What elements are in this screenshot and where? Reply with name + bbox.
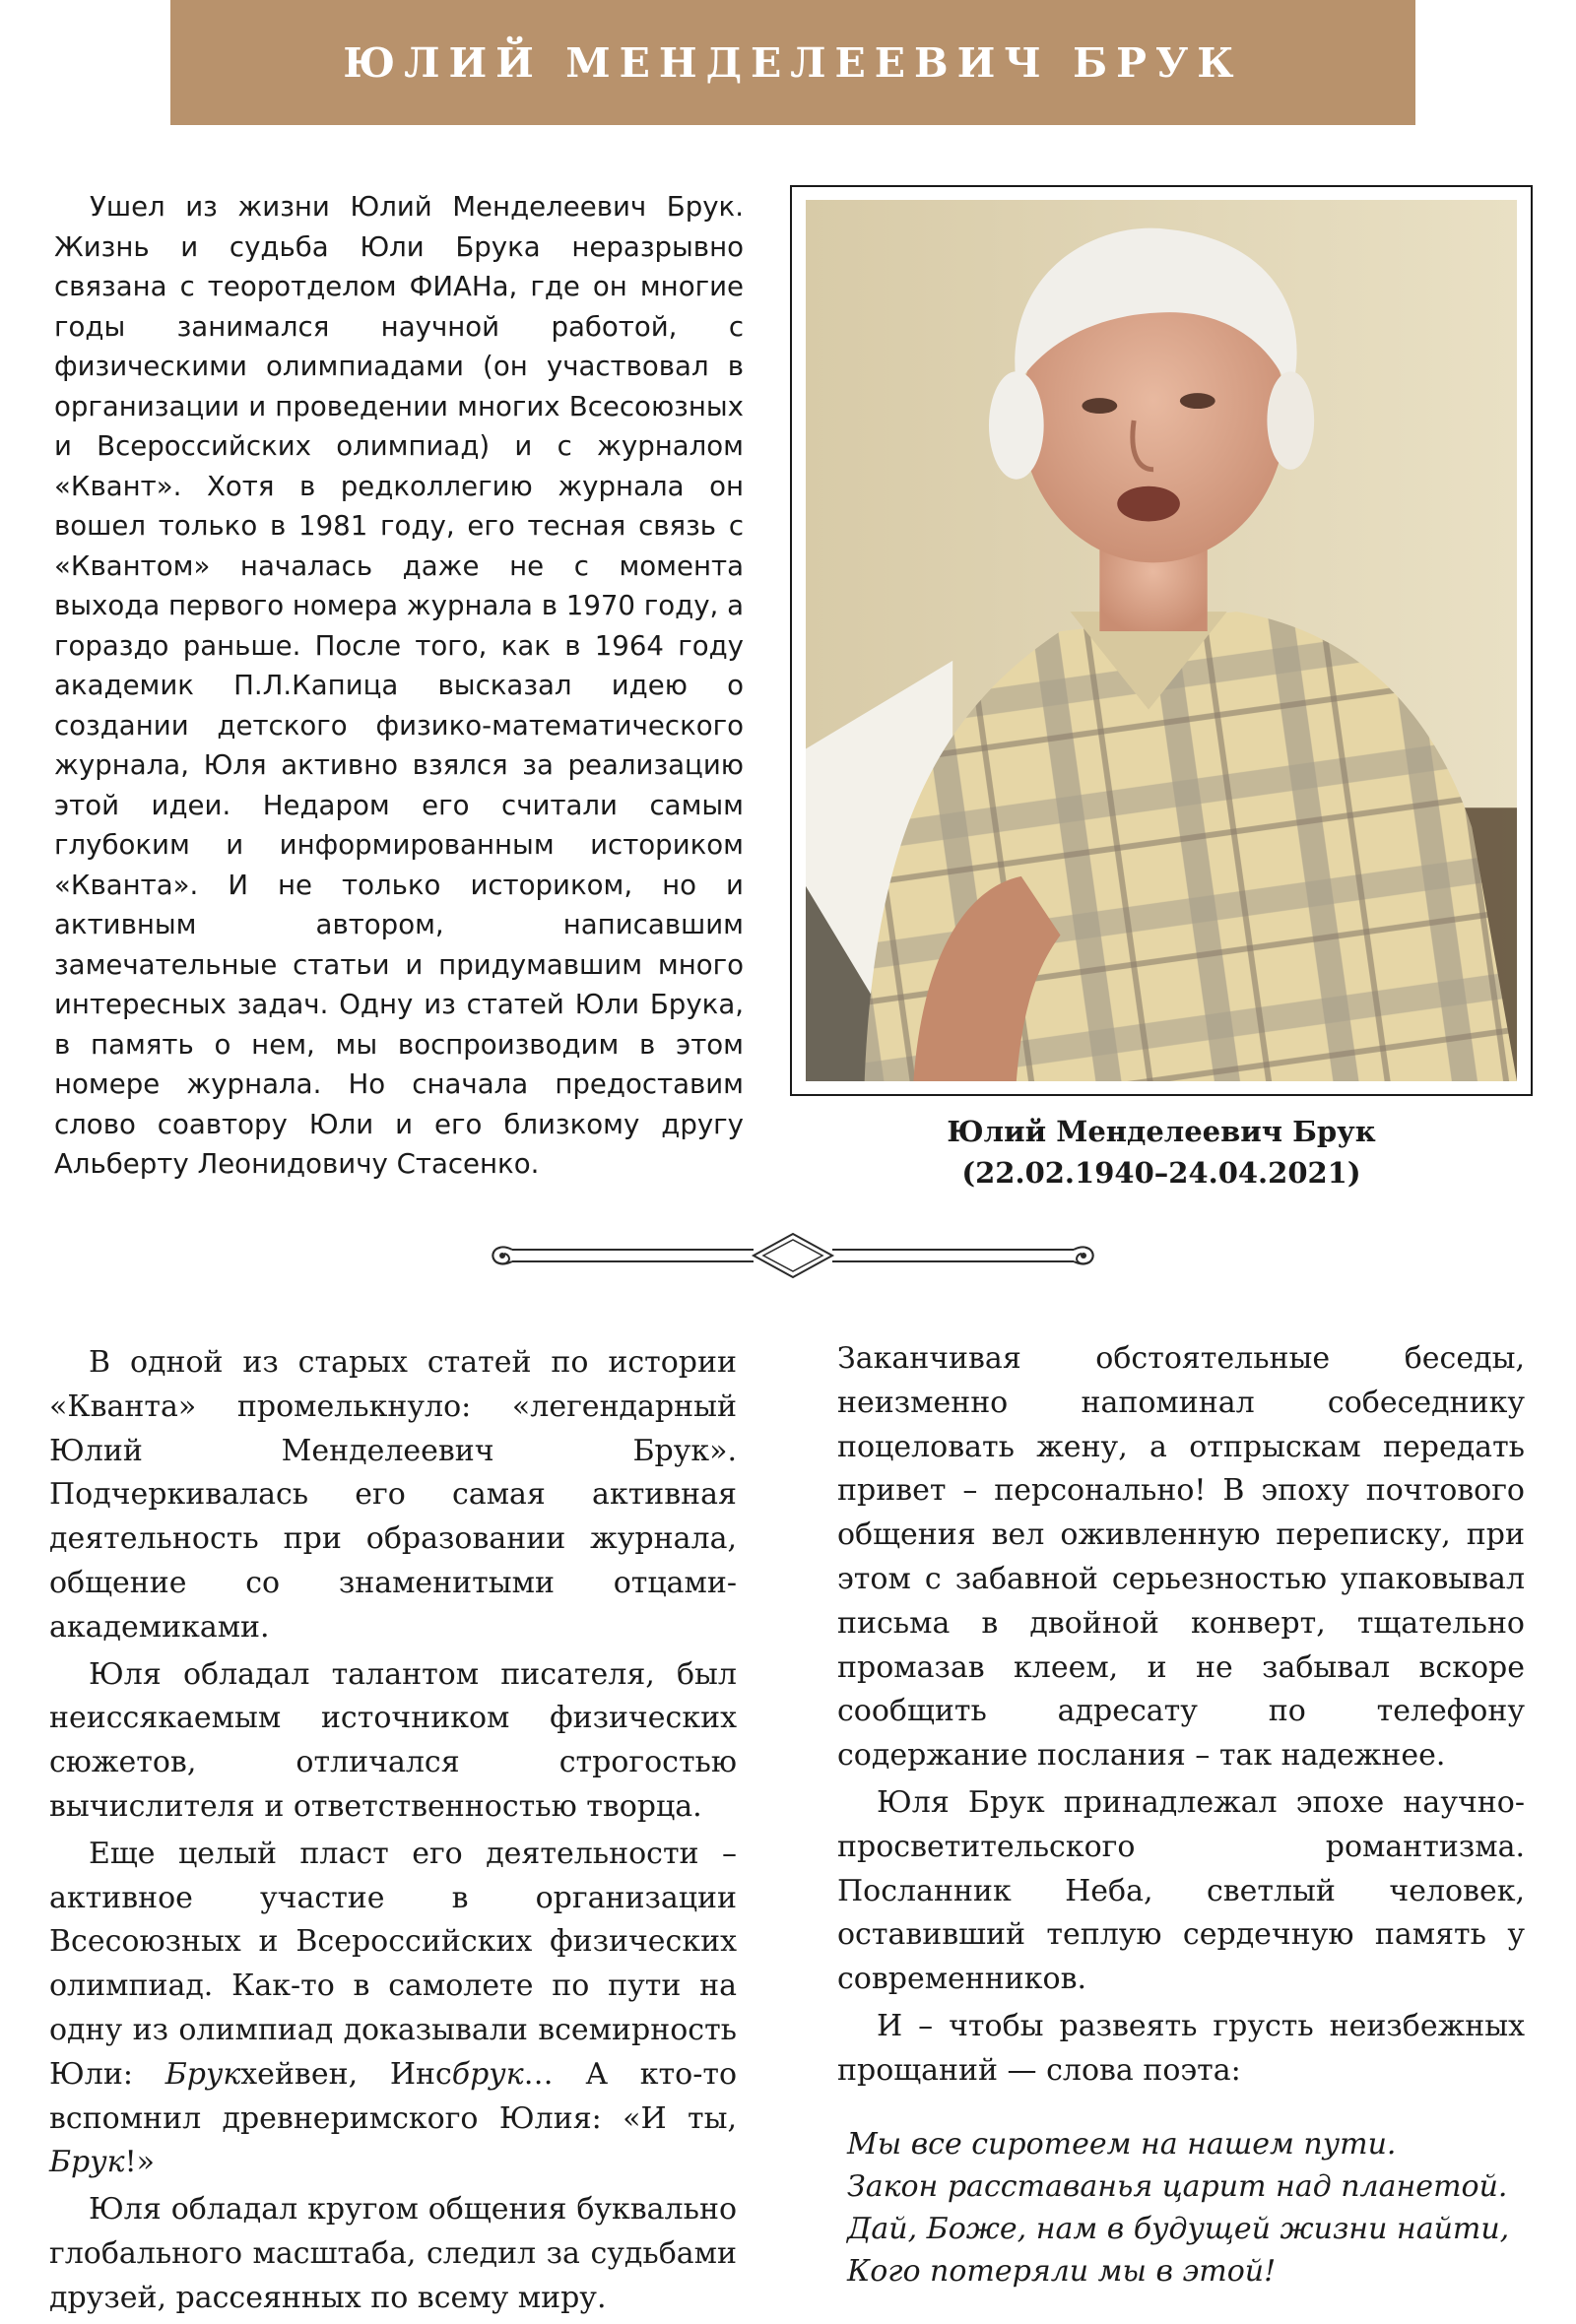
article-column-left — [49, 1341, 737, 2324]
caption-dates: (22.02.1940–24.04.2021) — [961, 1156, 1361, 1190]
text-span: !» — [124, 2145, 155, 2180]
poem — [837, 2123, 1525, 2292]
portrait-photo — [806, 200, 1517, 1081]
poem-line: Закон расставанья царит над планетой. — [847, 2168, 1508, 2204]
poem-line: Дай, Боже, нам в будущей жизни найти, — [847, 2211, 1510, 2246]
article-column-right — [837, 1337, 1525, 2292]
article-paragraph: В одной из старых статей по истории «Кванта» промелькнуло: «легендарный Юлий Менделеевич Брук». Подчеркивалась его самая активная деятельность при образовании журнала, общение со знаменитыми отцами-академиками. — [49, 1345, 737, 1645]
article-paragraph: Юля Брук принадлежал эпохе научно-просветительского романтизма. Посланник Неба, светлый человек, оставивший теплую сердечную память у современников. — [837, 1784, 1525, 1997]
caption-name: Юлий Менделеевич Брук — [947, 1115, 1376, 1148]
poem-line: Мы все сиротеем на нашем пути. — [847, 2126, 1397, 2162]
text-span: … А кто-то вспомнил древнеримского Юлия: «И ты, — [49, 2056, 738, 2136]
article-paragraph — [49, 1833, 737, 2185]
header-banner — [170, 0, 1415, 125]
text-span: Еще целый пласт его деятельности – активное участие в организации Всесоюзных и Всероссийских физических олимпиад. Как-то в самолете по пути на одну из олимпиад доказывали всемирность Юли: — [49, 1836, 737, 2092]
article-paragraph: И – чтобы развеять грусть неизбежных прощаний — слова поэта: — [837, 2008, 1525, 2088]
article-paragraph: Юля обладал кругом общения буквально глобального масштаба, следил за судьбами друзей, рассеянных по всему миру. — [49, 2192, 737, 2315]
ornament-divider-icon — [483, 1226, 1103, 1285]
portrait-illustration — [806, 200, 1517, 1081]
italic-word: Брук — [49, 2145, 125, 2180]
portrait-frame — [790, 185, 1533, 1096]
article-paragraph: Заканчивая обстоятельные беседы, неизменно напоминал собеседнику поцеловать жену, а отпрыскам передать привет – персонально! В эпоху почтового общения вел оживленную переписку, при этом с забавной серьезностью упаковывал письма в двойной конверт, тщательно промазав клеем, и не забывал вскоре сообщить адресату по телефону содержание послания – так надежнее. — [837, 1341, 1525, 1774]
article-paragraph: Юля обладал талантом писателя, был неиссякаемым источником физических сюжетов, отличался строгостью вычислителя и ответственностью творца. — [49, 1656, 737, 1824]
photo-caption — [790, 1111, 1533, 1194]
italic-word: Брук — [164, 2056, 241, 2092]
text-span: хейвен, Инс — [240, 2056, 452, 2092]
poem-line: Кого потеряли мы в этой! — [847, 2253, 1277, 2289]
italic-word: брук — [451, 2056, 524, 2092]
intro-paragraph: Ушел из жизни Юлий Менделеевич Брук. Жизнь и судьба Юли Брука неразрывно связана с теоротделом ФИАНа, где он многие годы занимался научной работой, с физическими олимпиадами (он участвовал в организации и проведении многих Всесоюзных и Всероссийских олимпиад) и с журналом «Квант». Хотя в редколлегию журнала он вошел только в 1981 году, его тесная связь с «Квантом» началась даже не с момента выхода первого номера журнала в 1970 году, а гораздо раньше. После того, как в 1964 году академик П.Л.Капица высказал идею о создании детского физико-математического журнала, Юля активно взялся за реализацию этой идеи. Недаром его считали самым глубоким и информированным историком «Кванта». И не только историком, но и активным автором, написавшим замечательные статьи и придумавшим много интересных задач. Одну из статей Юли Брука, в память о нем, мы воспроизводим в этом номере журнала. Но сначала предоставим слово соавтору Юли и его близкому другу Альберту Леонидовичу Стасенко. — [54, 190, 745, 1180]
page-title: ЮЛИЙ МЕНДЕЛЕЕВИЧ БРУК — [343, 38, 1243, 87]
